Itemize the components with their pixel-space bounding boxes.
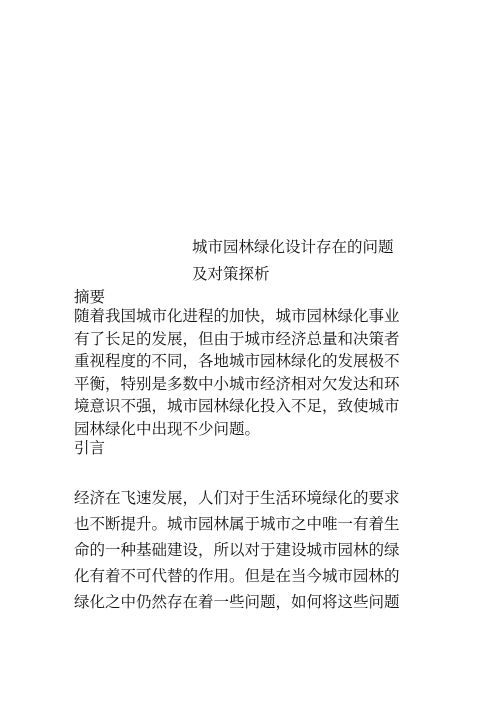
abstract-line: 随着我国城市化进程的加快，城市园林绿化事业 — [74, 307, 400, 325]
introduction-line: 命的一种基础建设，所以对于建设城市园林的绿 — [74, 541, 400, 559]
introduction-heading: 引言 — [74, 439, 106, 457]
abstract-line: 有了长足的发展，但由于城市经济总量和决策者 — [74, 329, 400, 348]
abstract-heading: 摘要 — [74, 288, 106, 306]
abstract-line: 平衡，特别是多数中小城市经济相对欠发达和环 — [74, 374, 400, 393]
abstract-paragraph — [74, 305, 414, 440]
introduction-line: 经济在飞速发展，人们对于生活环境绿化的要求 — [74, 489, 400, 507]
introduction-line: 也不断提升。城市园林属于城市之中唯一有着生 — [74, 515, 400, 533]
introduction-line: 绿化之中仍然存在着一些问题，如何将这些问题 — [74, 593, 400, 611]
abstract-line: 境意识不强，城市园林绿化投入不足，致使城市 — [74, 397, 400, 415]
introduction-paragraph — [74, 485, 414, 615]
introduction-line: 化有着不可代替的作用。但是在当今城市园林的 — [74, 567, 400, 585]
document-title-line-1: 城市园林绿化设计存在的问题 — [192, 238, 394, 256]
document-title-line-2: 及对策探析 — [192, 265, 270, 283]
abstract-line: 重视程度的不同，各地城市园林绿化的发展极不 — [74, 352, 400, 370]
abstract-line: 园林绿化中出现不少问题。 — [74, 419, 261, 438]
